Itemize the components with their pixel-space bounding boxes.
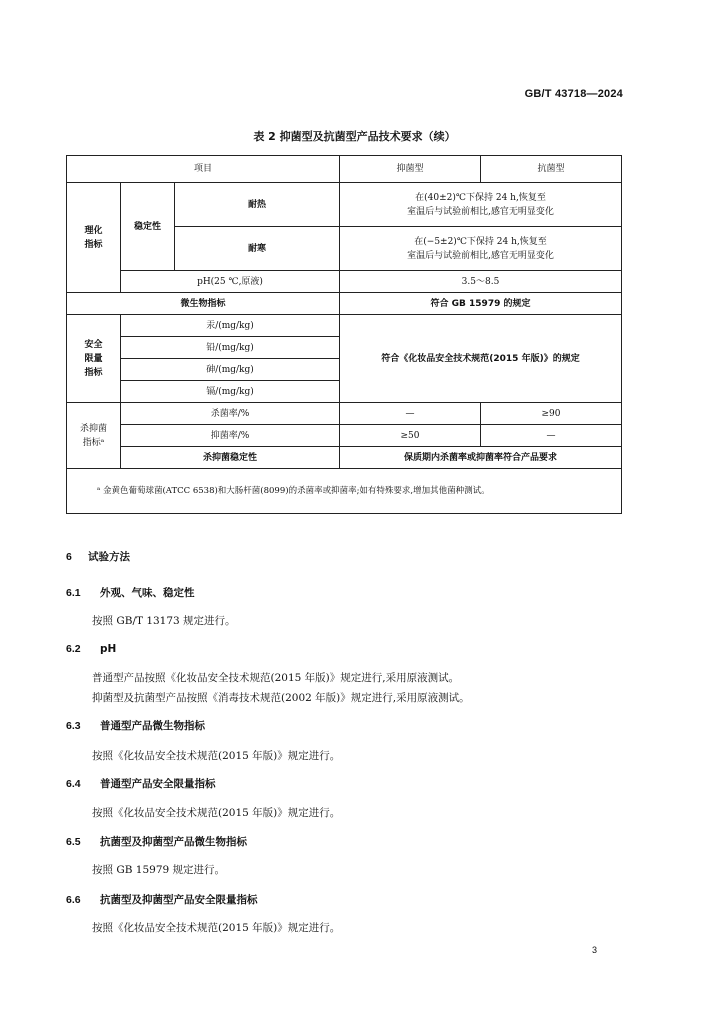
safety-group-label: 安全 限量 指标 xyxy=(67,315,121,403)
mercury-label: 汞/(mg/kg) xyxy=(121,315,340,337)
table-row xyxy=(67,293,622,315)
inhibition-rate-bacteriostatic: ≥50 xyxy=(340,425,481,447)
lead-label: 铅/(mg/kg) xyxy=(121,337,340,359)
page-number: 3 xyxy=(592,945,598,955)
table-row xyxy=(67,447,622,469)
paragraph: 按照 GB/T 13173 规定进行。 xyxy=(92,615,236,627)
physchem-group-label: 理化 指标 xyxy=(67,183,121,293)
table-caption: 表 2 抑菌型及抗菌型产品技术要求（续） xyxy=(253,130,456,143)
paragraph: 按照《化妆品安全技术规范(2015 年版)》规定进行。 xyxy=(92,750,341,762)
table-row xyxy=(67,183,622,227)
header-item: 项目 xyxy=(67,156,340,183)
table-row xyxy=(67,315,622,337)
antibac-stability-label: 杀抑菌稳定性 xyxy=(121,447,340,469)
ph-value: 3.5～8.5 xyxy=(340,271,622,293)
cold-label: 耐寒 xyxy=(175,227,340,271)
kill-rate-label: 杀菌率/% xyxy=(121,403,340,425)
section-heading-6-5: 6.5 抗菌型及抑菌型产品微生物指标 xyxy=(66,836,247,848)
antibac-group-label: 杀抑菌 指标ᵃ xyxy=(67,403,121,469)
paragraph: 按照 GB 15979 规定进行。 xyxy=(92,864,226,876)
standard-number: GB/T 43718—2024 xyxy=(524,88,623,100)
paragraph: 抑菌型及抗菌型产品按照《消毒技术规范(2002 年版)》规定进行,采用原液测试。 xyxy=(92,692,470,704)
section-heading-6-4: 6.4 普通型产品安全限量指标 xyxy=(66,778,216,790)
table-header-row xyxy=(67,156,622,183)
table-row xyxy=(67,403,622,425)
safety-requirement: 符合《化妆品安全技术规范(2015 年版)》的规定 xyxy=(340,315,622,403)
section-heading-6-6: 6.6 抗菌型及抑菌型产品安全限量指标 xyxy=(66,894,258,906)
paragraph: 普通型产品按照《化妆品安全技术规范(2015 年版)》规定进行,采用原液测试。 xyxy=(92,672,460,684)
header-antibacterial: 抗菌型 xyxy=(481,156,622,183)
antibac-stability-value: 保质期内杀菌率或抑菌率符合产品要求 xyxy=(340,447,622,469)
cold-requirement: 在(−5±2)℃下保持 24 h,恢复至 室温后与试验前相比,感官无明显变化 xyxy=(340,227,622,271)
paragraph: 按照《化妆品安全技术规范(2015 年版)》规定进行。 xyxy=(92,807,341,819)
micro-value: 符合 GB 15979 的规定 xyxy=(340,293,622,315)
stability-label: 稳定性 xyxy=(121,183,175,271)
inhibition-rate-antibacterial: — xyxy=(481,425,622,447)
heat-label: 耐热 xyxy=(175,183,340,227)
ph-label: pH(25 ℃,原液) xyxy=(121,271,340,293)
micro-label: 微生物指标 xyxy=(67,293,340,315)
cadmium-label: 镉/(mg/kg) xyxy=(121,381,340,403)
section-heading-6-2: 6.2 pH xyxy=(66,643,117,655)
arsenic-label: 砷/(mg/kg) xyxy=(121,359,340,381)
kill-rate-bacteriostatic: — xyxy=(340,403,481,425)
table-footnote: ᵃ 金黄色葡萄球菌(ATCC 6538)和大肠杆菌(8099)的杀菌率或抑菌率;如有特殊要求,增加其他菌种测试。 xyxy=(67,469,622,514)
table-footnote-row xyxy=(67,469,622,514)
section-heading-6: 6 试验方法 xyxy=(66,551,130,563)
header-bacteriostatic: 抑菌型 xyxy=(340,156,481,183)
kill-rate-antibacterial: ≥90 xyxy=(481,403,622,425)
inhibition-rate-label: 抑菌率/% xyxy=(121,425,340,447)
heat-requirement: 在(40±2)℃下保持 24 h,恢复至 室温后与试验前相比,感官无明显变化 xyxy=(340,183,622,227)
section-heading-6-3: 6.3 普通型产品微生物指标 xyxy=(66,720,205,732)
table-row xyxy=(67,425,622,447)
technical-requirements-table xyxy=(66,155,622,514)
section-heading-6-1: 6.1 外观、气味、稳定性 xyxy=(66,587,195,599)
paragraph: 按照《化妆品安全技术规范(2015 年版)》规定进行。 xyxy=(92,922,341,934)
table-row xyxy=(67,271,622,293)
